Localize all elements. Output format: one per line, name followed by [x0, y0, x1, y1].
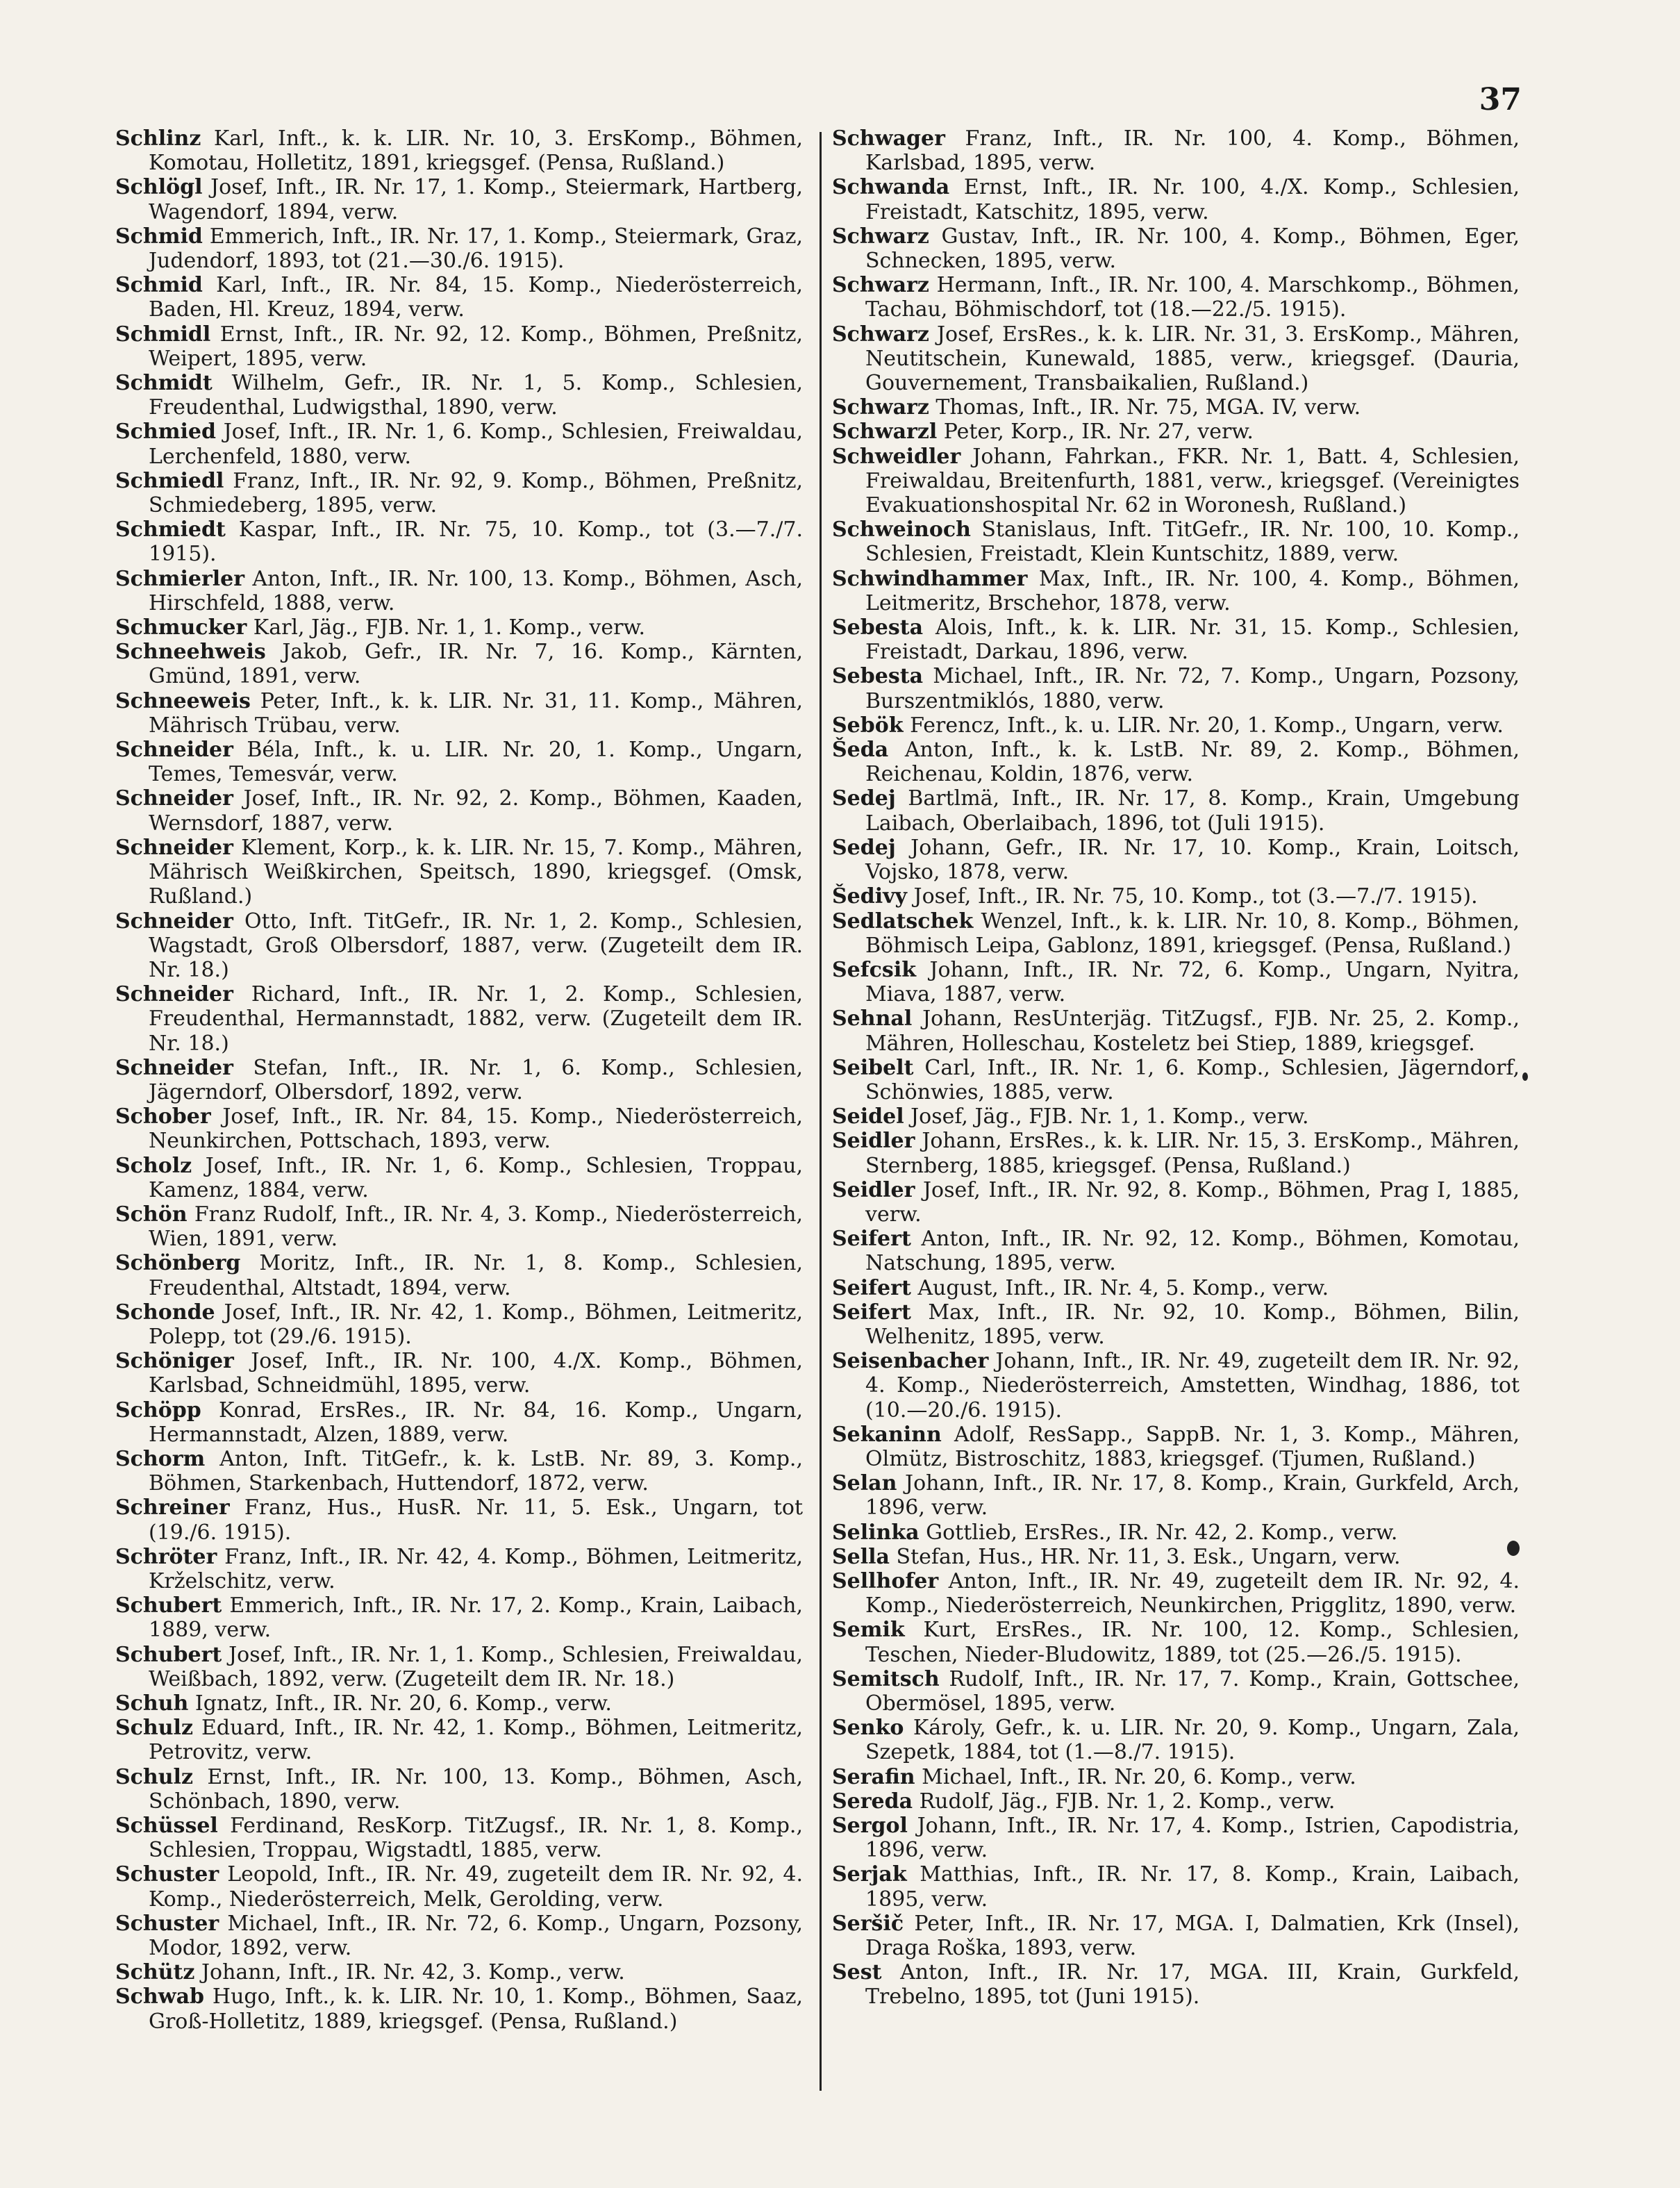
- register-entry: [832, 175, 1520, 224]
- entry-surname: Schwarz: [832, 395, 929, 420]
- entry-details: Gustav, Inft., IR. Nr. 100, 4. Komp., Böhmen, Eger, Schnecken, 1895, verw.: [865, 224, 1520, 274]
- entry-surname: Sefcsik: [832, 957, 916, 982]
- register-entry: [832, 395, 1520, 420]
- register-entry: [115, 1104, 803, 1153]
- register-entry: [115, 1154, 803, 1202]
- register-entry: [115, 1447, 803, 1495]
- entry-details: Anton, Inft., IR. Nr. 100, 13. Komp., Böhmen, Asch, Hirschfeld, 1888, verw.: [149, 566, 803, 615]
- entry-surname: Schröter: [115, 1544, 217, 1569]
- entry-surname: Schmiedt: [115, 517, 226, 542]
- entry-details: Johann, Fahrkan., FKR. Nr. 1, Batt. 4, Schlesien, Freiwaldau, Breitenfurth, 1881, verw., kriegsgef. (Vereinigtes Evakuationshospital Nr. 62 in Woronesh, Rußland.): [865, 444, 1520, 518]
- entry-surname: Schneider: [115, 786, 233, 811]
- register-entry: [832, 664, 1520, 713]
- entry-surname: Schön: [115, 1202, 188, 1227]
- entry-surname: Sehnal: [832, 1006, 913, 1031]
- entry-surname: Seifert: [832, 1300, 911, 1325]
- register-entry: [832, 1129, 1520, 1177]
- entry-details: Peter, Inft., k. k. LIR. Nr. 31, 11. Komp., Mähren, Mährisch Trübau, verw.: [149, 688, 803, 738]
- entry-surname: Seisenbacher: [832, 1349, 989, 1374]
- entry-surname: Schneider: [115, 835, 233, 860]
- entry-details: Carl, Inft., IR. Nr. 1, 6. Komp., Schlesien, Jägerndorf, Schönwies, 1885, verw.: [865, 1055, 1520, 1104]
- entry-details: Josef, ErsRes., k. k. LIR. Nr. 31, 3. ErsKomp., Mähren, Neutitschein, Kunewald, 1885, verw., kriegsgef. (Dauria, Gouvernement, Transbaikalien, Rußland.): [865, 322, 1520, 396]
- entry-details: Johann, Gefr., IR. Nr. 17, 10. Komp., Krain, Loitsch, Vojsko, 1878, verw.: [865, 835, 1520, 885]
- register-entry: [115, 224, 803, 273]
- entry-details: Karl, Jäg., FJB. Nr. 1, 1. Komp., verw.: [247, 615, 646, 640]
- entry-details: Stefan, Inft., IR. Nr. 1, 6. Komp., Schlesien, Jägerndorf, Olbersdorf, 1892, verw.: [149, 1055, 803, 1104]
- entry-surname: Schulz: [115, 1764, 193, 1789]
- entry-surname: Schütz: [115, 1960, 195, 1985]
- entry-details: Josef, Inft., IR. Nr. 92, 2. Komp., Böhmen, Kaaden, Wernsdorf, 1887, verw.: [149, 786, 803, 836]
- entry-details: Ignatz, Inft., IR. Nr. 20, 6. Komp., verw.: [188, 1691, 612, 1716]
- page-number: 37: [1479, 82, 1522, 117]
- entry-details: Ernst, Inft., IR. Nr. 100, 13. Komp., Böhmen, Asch, Schönbach, 1890, verw.: [149, 1764, 803, 1814]
- register-entry: [115, 1984, 803, 2033]
- entry-details: Franz, Inft., IR. Nr. 42, 4. Komp., Böhmen, Leitmeritz, Krželschitz, verw.: [149, 1544, 803, 1593]
- register-entry: [832, 420, 1520, 444]
- entry-details: Johann, ResUnterjäg. TitZugsf., FJB. Nr. 25, 2. Komp., Mähren, Holleschau, Kosteletz bei Stiep, 1889, kriegsgef.: [865, 1006, 1520, 1056]
- entry-details: Eduard, Inft., IR. Nr. 42, 1. Komp., Böhmen, Leitmeritz, Petrovitz, verw.: [149, 1716, 803, 1765]
- entry-details: Josef, Inft., IR. Nr. 1, 1. Komp., Schlesien, Freiwaldau, Weißbach, 1892, verw. (Zugeteilt dem IR. Nr. 18.): [149, 1642, 803, 1691]
- entry-surname: Schuster: [115, 1911, 219, 1936]
- entry-surname: Schmidl: [115, 322, 211, 347]
- register-entry: [832, 836, 1520, 884]
- column-divider: [820, 132, 822, 2091]
- entry-details: Anton, Inft. TitGefr., k. k. LstB. Nr. 89, 3. Komp., Böhmen, Starkenbach, Huttendorf, 1872, verw.: [149, 1446, 803, 1496]
- scan-dot: [1522, 1072, 1528, 1081]
- register-entry: [832, 1789, 1520, 1814]
- entry-surname: Schöpp: [115, 1398, 201, 1423]
- entry-surname: Sest: [832, 1960, 882, 1985]
- register-entry: [832, 273, 1520, 322]
- register-entry: [832, 1618, 1520, 1666]
- entry-surname: Sereda: [832, 1789, 913, 1814]
- register-entry: [115, 1300, 803, 1349]
- register-entry: [832, 1765, 1520, 1789]
- register-entry: [115, 1765, 803, 1814]
- register-entry: [832, 1300, 1520, 1349]
- entry-details: Ernst, Inft., IR. Nr. 100, 4./X. Komp., Schlesien, Freistadt, Katschitz, 1895, verw.: [865, 175, 1520, 224]
- register-entry: [115, 640, 803, 688]
- entry-details: Károly, Gefr., k. u. LIR. Nr. 20, 9. Komp., Ungarn, Zala, Szepetk, 1884, tot (1.—8./7. 1915).: [865, 1716, 1520, 1765]
- entry-surname: Schwindhammer: [832, 566, 1028, 591]
- entry-details: Josef, Inft., IR. Nr. 92, 8. Komp., Böhmen, Prag I, 1885, verw.: [865, 1177, 1520, 1227]
- register-entry: [115, 567, 803, 615]
- register-entry: [832, 1814, 1520, 1862]
- entry-details: Peter, Inft., IR. Nr. 17, MGA. I, Dalmatien, Krk (Insel), Draga Roška, 1893, verw.: [865, 1911, 1520, 1961]
- entry-surname: Sebök: [832, 713, 904, 738]
- entry-surname: Schneider: [115, 738, 233, 763]
- entry-surname: Semik: [832, 1618, 905, 1643]
- register-entry: [115, 1862, 803, 1911]
- entry-details: Emmerich, Inft., IR. Nr. 17, 1. Komp., Steiermark, Graz, Judendorf, 1893, tot (21.—30./6. 1915).: [149, 224, 803, 274]
- register-entry: [832, 517, 1520, 566]
- entry-surname: Schwarz: [832, 273, 929, 298]
- entry-details: Ferdinand, ResKorp. TitZugsf., IR. Nr. 1, 8. Komp., Schlesien, Troppau, Wigstadtl, 1885, verw.: [149, 1814, 803, 1863]
- entry-surname: Schorm: [115, 1446, 206, 1471]
- register-entry: [832, 909, 1520, 958]
- entry-details: Hermann, Inft., IR. Nr. 100, 4. Marschkomp., Böhmen, Tachau, Böhmischdorf, tot (18.—22./5. 1915).: [865, 273, 1520, 322]
- entry-details: Josef, Inft., IR. Nr. 42, 1. Komp., Böhmen, Leitmeritz, Polepp, tot (29./6. 1915).: [149, 1300, 803, 1349]
- register-entry: [115, 469, 803, 517]
- entry-surname: Seidel: [832, 1104, 904, 1129]
- entry-surname: Serafin: [832, 1764, 915, 1789]
- register-entry: [115, 420, 803, 468]
- entry-details: Anton, Inft., k. k. LstB. Nr. 89, 2. Komp., Böhmen, Reichenau, Koldin, 1876, verw.: [865, 738, 1520, 787]
- entry-details: Moritz, Inft., IR. Nr. 1, 8. Komp., Schlesien, Freudenthal, Altstadt, 1894, verw.: [149, 1251, 803, 1300]
- entry-surname: Sergol: [832, 1814, 908, 1839]
- entry-details: Ernst, Inft., IR. Nr. 92, 12. Komp., Böhmen, Preßnitz, Weipert, 1895, verw.: [149, 322, 803, 371]
- register-entry: [115, 371, 803, 420]
- register-entry: [832, 445, 1520, 518]
- register-entry: [832, 567, 1520, 615]
- entry-surname: Schwager: [832, 126, 945, 151]
- entry-details: Karl, Inft., IR. Nr. 84, 15. Komp., Niederösterreich, Baden, Hl. Kreuz, 1894, verw.: [149, 273, 803, 322]
- entry-details: Peter, Korp., IR. Nr. 27, verw.: [937, 420, 1254, 445]
- register-entry: [832, 958, 1520, 1006]
- entry-details: Wilhelm, Gefr., IR. Nr. 1, 5. Komp., Schlesien, Freudenthal, Ludwigsthal, 1890, verw.: [149, 371, 803, 420]
- register-entry: [832, 322, 1520, 396]
- entry-details: Alois, Inft., k. k. LIR. Nr. 31, 15. Komp., Schlesien, Freistadt, Darkau, 1896, verw.: [865, 615, 1520, 665]
- register-entry: [115, 1398, 803, 1447]
- register-entry: [115, 1912, 803, 1960]
- entry-details: Johann, Inft., IR. Nr. 17, 4. Komp., Istrien, Capodistria, 1896, verw.: [865, 1814, 1520, 1863]
- entry-details: August, Inft., IR. Nr. 4, 5. Komp., verw.: [910, 1275, 1329, 1300]
- entry-surname: Sebesta: [832, 615, 924, 640]
- entry-surname: Schweinoch: [832, 517, 971, 542]
- register-entry: [115, 1716, 803, 1764]
- entry-details: Adolf, ResSapp., SappB. Nr. 1, 3. Komp., Mähren, Olmütz, Bistroschitz, 1883, kriegsgef. (Tjumen, Rußland.): [865, 1422, 1520, 1471]
- register-entry: [115, 982, 803, 1056]
- entry-details: Josef, Inft., IR. Nr. 1, 6. Komp., Schlesien, Troppau, Kamenz, 1884, verw.: [149, 1153, 803, 1202]
- entry-surname: Schmidt: [115, 371, 213, 396]
- entry-surname: Schuster: [115, 1862, 219, 1887]
- entry-details: Franz, Inft., IR. Nr. 92, 9. Komp., Böhmen, Preßnitz, Schmiedeberg, 1895, verw.: [149, 468, 803, 518]
- scan-dot: [1507, 1541, 1520, 1556]
- entry-details: Jakob, Gefr., IR. Nr. 7, 16. Komp., Kärnten, Gmünd, 1891, verw.: [149, 640, 803, 689]
- entry-details: Michael, Inft., IR. Nr. 72, 7. Komp., Ungarn, Pozsony, Burszentmiklós, 1880, verw.: [865, 664, 1520, 713]
- register-entry: [832, 786, 1520, 835]
- register-entry: [115, 738, 803, 786]
- register-entry: [115, 322, 803, 371]
- entry-surname: Schwarz: [832, 224, 929, 249]
- register-entry: [832, 1423, 1520, 1471]
- entry-details: Stanislaus, Inft. TitGefr., IR. Nr. 100, 10. Komp., Schlesien, Freistadt, Klein Kuntschitz, 1889, verw.: [865, 517, 1520, 567]
- entry-details: Anton, Inft., IR. Nr. 92, 12. Komp., Böhmen, Komotau, Natschung, 1895, verw.: [865, 1227, 1520, 1276]
- register-entry: [115, 689, 803, 738]
- entry-surname: Selan: [832, 1471, 897, 1496]
- entry-details: Karl, Inft., k. k. LIR. Nr. 10, 3. ErsKomp., Böhmen, Komotau, Holletitz, 1891, kriegsgef. (Pensa, Rußland.): [149, 126, 803, 176]
- entry-details: Klement, Korp., k. k. LIR. Nr. 15, 7. Komp., Mähren, Mährisch Weißkirchen, Speitsch, 1890, kriegsgef. (Omsk, Rußland.): [149, 835, 803, 909]
- register-entry: [832, 1006, 1520, 1055]
- entry-surname: Schlögl: [115, 175, 203, 200]
- entry-details: Michael, Inft., IR. Nr. 20, 6. Komp., verw.: [915, 1764, 1356, 1789]
- entry-surname: Sellhofer: [832, 1568, 939, 1593]
- entry-surname: Schwarz: [832, 322, 929, 347]
- entry-details: Thomas, Inft., IR. Nr. 75, MGA. IV, verw.: [929, 395, 1361, 420]
- entry-details: Max, Inft., IR. Nr. 92, 10. Komp., Böhmen, Bilin, Welhenitz, 1895, verw.: [865, 1300, 1520, 1349]
- entry-surname: Serjak: [832, 1862, 907, 1887]
- entry-details: Matthias, Inft., IR. Nr. 17, 8. Komp., Krain, Laibach, 1895, verw.: [865, 1862, 1520, 1912]
- register-entry: [115, 1202, 803, 1251]
- register-entry: [115, 909, 803, 983]
- register-entry: [832, 1716, 1520, 1764]
- register-entry: [832, 1276, 1520, 1300]
- entry-surname: Sedej: [832, 786, 896, 811]
- register-entry: [115, 615, 803, 640]
- entry-details: Emmerich, Inft., IR. Nr. 17, 2. Komp., Krain, Laibach, 1889, verw.: [149, 1593, 803, 1643]
- entry-details: Franz, Hus., HusR. Nr. 11, 5. Esk., Ungarn, tot (19./6. 1915).: [149, 1495, 803, 1545]
- register-entry: [115, 517, 803, 566]
- entry-surname: Schneider: [115, 982, 233, 1007]
- register-entry: [115, 1643, 803, 1691]
- entry-details: Gottlieb, ErsRes., IR. Nr. 42, 2. Komp., verw.: [919, 1520, 1398, 1545]
- entry-surname: Schneeweis: [115, 688, 251, 713]
- entry-surname: Schmucker: [115, 615, 247, 640]
- entry-surname: Schneehweis: [115, 640, 266, 665]
- entry-surname: Selinka: [832, 1520, 920, 1545]
- register-entry: [115, 273, 803, 322]
- entry-surname: Schuh: [115, 1691, 189, 1716]
- entry-details: Johann, Inft., IR. Nr. 49, zugeteilt dem IR. Nr. 92, 4. Komp., Niederösterreich, Amstetten, Windhag, 1886, tot (10.—20./6. 1915).: [865, 1349, 1520, 1423]
- register-entry: [832, 1545, 1520, 1569]
- register-entry: [832, 224, 1520, 273]
- entry-details: Kurt, ErsRes., IR. Nr. 100, 12. Komp., Schlesien, Teschen, Nieder-Bludowitz, 1889, tot (25.—26./5. 1915).: [865, 1618, 1520, 1667]
- entry-details: Kaspar, Inft., IR. Nr. 75, 10. Komp., tot (3.—7./7. 1915).: [149, 517, 803, 567]
- entry-surname: Sedlatschek: [832, 909, 974, 934]
- entry-surname: Seifert: [832, 1275, 911, 1300]
- register-entry: [832, 884, 1520, 909]
- entry-surname: Schmiedl: [115, 468, 224, 493]
- register-entry: [115, 1056, 803, 1104]
- entry-surname: Schubert: [115, 1593, 222, 1618]
- entry-surname: Sella: [832, 1544, 890, 1569]
- register-entry: [115, 1251, 803, 1300]
- entry-surname: Schmierler: [115, 566, 245, 591]
- entry-surname: Seidler: [832, 1129, 915, 1154]
- register-entry: [832, 713, 1520, 738]
- register-entry: [115, 1349, 803, 1398]
- entry-details: Anton, Inft., IR. Nr. 17, MGA. III, Krain, Gurkfeld, Trebelno, 1895, tot (Juni 1915).: [865, 1960, 1520, 2009]
- entry-surname: Seifert: [832, 1227, 911, 1252]
- entry-details: Josef, Inft., IR. Nr. 17, 1. Komp., Steiermark, Hartberg, Wagendorf, 1894, verw.: [149, 175, 803, 224]
- register-entry: [832, 1178, 1520, 1227]
- entry-surname: Sekaninn: [832, 1422, 942, 1447]
- register-entry: [832, 1056, 1520, 1104]
- entry-details: Leopold, Inft., IR. Nr. 49, zugeteilt dem IR. Nr. 92, 4. Komp., Niederösterreich, Melk, Gerolding, verw.: [149, 1862, 803, 1912]
- entry-surname: Schneider: [115, 1055, 233, 1080]
- entry-details: Johann, Inft., IR. Nr. 72, 6. Komp., Ungarn, Nyitra, Miava, 1887, verw.: [865, 957, 1520, 1007]
- entry-details: Josef, Jäg., FJB. Nr. 1, 1. Komp., verw.: [904, 1104, 1309, 1129]
- register-entry: [115, 1545, 803, 1593]
- entry-details: Béla, Inft., k. u. LIR. Nr. 20, 1. Komp., Ungarn, Temes, Temesvár, verw.: [149, 738, 803, 787]
- entry-surname: Schneider: [115, 909, 233, 934]
- entry-details: Josef, Inft., IR. Nr. 75, 10. Komp., tot (3.—7./7. 1915).: [907, 884, 1478, 909]
- entry-surname: Schonde: [115, 1300, 215, 1325]
- register-entry: [832, 1471, 1520, 1520]
- entry-details: Richard, Inft., IR. Nr. 1, 2. Komp., Schlesien, Freudenthal, Hermannstadt, 1882, verw. (Zugeteilt dem IR. Nr. 18.): [149, 982, 803, 1056]
- register-entry: [115, 1691, 803, 1716]
- register-entry: [832, 738, 1520, 786]
- entry-surname: Schmid: [115, 224, 203, 249]
- register-entry: [832, 1912, 1520, 1960]
- entry-surname: Sedej: [832, 835, 896, 860]
- register-entry: [832, 615, 1520, 664]
- register-entry: [115, 1593, 803, 1642]
- entry-surname: Schwanda: [832, 175, 950, 200]
- register-entry: [115, 175, 803, 224]
- entry-surname: Šeda: [832, 738, 889, 763]
- entry-surname: Schober: [115, 1104, 211, 1129]
- entry-surname: Schlinz: [115, 126, 201, 151]
- entry-surname: Scholz: [115, 1153, 192, 1178]
- entry-surname: Schwab: [115, 1984, 204, 2009]
- entry-details: Rudolf, Jäg., FJB. Nr. 1, 2. Komp., verw.: [913, 1789, 1336, 1814]
- entry-surname: Schulz: [115, 1716, 193, 1741]
- entry-details: Bartlmä, Inft., IR. Nr. 17, 8. Komp., Krain, Umgebung Laibach, Oberlaibach, 1896, tot (Juli 1915).: [865, 786, 1520, 836]
- entry-details: Franz Rudolf, Inft., IR. Nr. 4, 3. Komp., Niederösterreich, Wien, 1891, verw.: [149, 1202, 803, 1252]
- entry-surname: Semitsch: [832, 1666, 940, 1691]
- entry-details: Franz, Inft., IR. Nr. 100, 4. Komp., Böhmen, Karlsbad, 1895, verw.: [865, 126, 1520, 176]
- entry-surname: Schöniger: [115, 1349, 234, 1374]
- entry-surname: Schönberg: [115, 1251, 241, 1276]
- register-entry: [832, 1569, 1520, 1618]
- entry-surname: Schüssel: [115, 1814, 218, 1839]
- entry-surname: Schubert: [115, 1642, 222, 1667]
- register-entry: [115, 126, 803, 175]
- register-entry: [832, 1960, 1520, 2009]
- entry-surname: Seibelt: [832, 1055, 914, 1080]
- left-column: [115, 126, 803, 2034]
- entry-details: Johann, Inft., IR. Nr. 42, 3. Komp., verw.: [194, 1960, 625, 1985]
- register-entry: [115, 1814, 803, 1862]
- register-entry: [115, 786, 803, 835]
- register-entry: [832, 1667, 1520, 1716]
- entry-surname: Šedivy: [832, 884, 907, 909]
- entry-surname: Seidler: [832, 1177, 915, 1202]
- entry-surname: Schreiner: [115, 1495, 230, 1520]
- entry-details: Max, Inft., IR. Nr. 100, 4. Komp., Böhmen, Leitmeritz, Brschehor, 1878, verw.: [865, 566, 1520, 615]
- entry-details: Rudolf, Inft., IR. Nr. 17, 7. Komp., Krain, Gottschee, Obermösel, 1895, verw.: [865, 1666, 1520, 1716]
- entry-details: Wenzel, Inft., k. k. LIR. Nr. 10, 8. Komp., Böhmen, Böhmisch Leipa, Gablonz, 1891, kriegsgef. (Pensa, Rußland.): [865, 909, 1520, 958]
- right-column: [832, 126, 1520, 2009]
- register-entry: [115, 836, 803, 909]
- entry-details: Josef, Inft., IR. Nr. 84, 15. Komp., Niederösterreich, Neunkirchen, Pottschach, 1893, verw.: [149, 1104, 803, 1154]
- register-entry: [832, 1520, 1520, 1545]
- register-entry: [832, 126, 1520, 175]
- register-entry: [832, 1104, 1520, 1129]
- register-entry: [115, 1495, 803, 1544]
- register-entry: [832, 1349, 1520, 1423]
- entry-surname: Sebesta: [832, 664, 924, 689]
- register-entry: [115, 1960, 803, 1984]
- entry-details: Stefan, Hus., HR. Nr. 11, 3. Esk., Ungarn, verw.: [889, 1544, 1401, 1569]
- entry-surname: Schwarzl: [832, 420, 938, 445]
- register-entry: [832, 1227, 1520, 1275]
- entry-details: Otto, Inft. TitGefr., IR. Nr. 1, 2. Komp., Schlesien, Wagstadt, Groß Olbersdorf, 1887, verw. (Zugeteilt dem IR. Nr. 18.): [149, 909, 803, 982]
- entry-surname: Schmid: [115, 273, 203, 298]
- entry-details: Johann, ErsRes., k. k. LIR. Nr. 15, 3. ErsKomp., Mähren, Sternberg, 1885, kriegsgef. (Pensa, Rußland.): [865, 1129, 1520, 1178]
- entry-details: Josef, Inft., IR. Nr. 100, 4./X. Komp., Böhmen, Karlsbad, Schneidmühl, 1895, verw.: [149, 1349, 803, 1398]
- entry-details: Michael, Inft., IR. Nr. 72, 6. Komp., Ungarn, Pozsony, Modor, 1892, verw.: [149, 1911, 803, 1961]
- entry-details: Josef, Inft., IR. Nr. 1, 6. Komp., Schlesien, Freiwaldau, Lerchenfeld, 1880, verw.: [149, 420, 803, 469]
- entry-surname: Schmied: [115, 420, 216, 445]
- entry-details: Konrad, ErsRes., IR. Nr. 84, 16. Komp., Ungarn, Hermannstadt, Alzen, 1889, verw.: [149, 1398, 803, 1447]
- entry-details: Anton, Inft., IR. Nr. 49, zugeteilt dem IR. Nr. 92, 4. Komp., Niederösterreich, Neunkirchen, Prigglitz, 1890, verw.: [865, 1568, 1520, 1618]
- entry-details: Ferencz, Inft., k. u. LIR. Nr. 20, 1. Komp., Ungarn, verw.: [903, 713, 1504, 738]
- entry-details: Hugo, Inft., k. k. LIR. Nr. 10, 1. Komp., Böhmen, Saaz, Groß-Holletitz, 1889, kriegsgef. (Pensa, Rußland.): [149, 1984, 803, 2034]
- entry-surname: Schweidler: [832, 444, 961, 469]
- entry-surname: Seršič: [832, 1911, 904, 1936]
- entry-surname: Senko: [832, 1716, 904, 1741]
- entry-details: Johann, Inft., IR. Nr. 17, 8. Komp., Krain, Gurkfeld, Arch, 1896, verw.: [865, 1471, 1520, 1520]
- register-entry: [832, 1862, 1520, 1911]
